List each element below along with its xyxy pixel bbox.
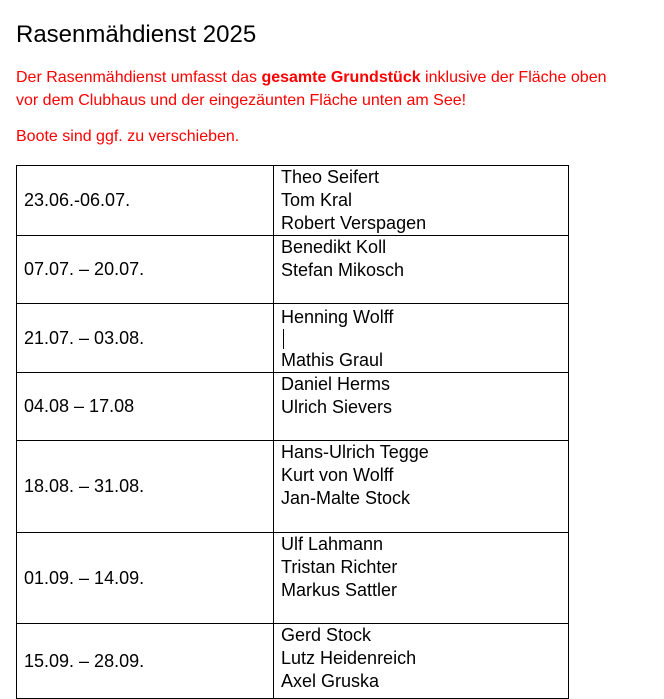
- person-name: Tom Kral: [281, 190, 353, 210]
- names-cell: [274, 166, 569, 236]
- person-name: Axel Gruska: [281, 671, 380, 691]
- period-cell: 18.08. – 31.08.: [17, 441, 274, 533]
- period-cell: 21.07. – 03.08.: [17, 304, 274, 373]
- table-row: [17, 166, 569, 236]
- person-name: Mathis Graul: [281, 350, 384, 370]
- table-row: [17, 236, 569, 304]
- person-name: Stefan Mikosch: [281, 260, 405, 280]
- intro-paragraph: [16, 66, 660, 112]
- person-name: Markus Sattler: [281, 580, 398, 600]
- text-cursor: [283, 329, 284, 349]
- period-cell: 01.09. – 14.09.: [17, 533, 274, 624]
- table-row: [17, 441, 569, 533]
- names-cell: [274, 533, 569, 624]
- person-name: Lutz Heidenreich: [281, 648, 417, 668]
- names-cell: [274, 624, 569, 699]
- schedule-table: [16, 165, 569, 699]
- person-name: Benedikt Koll: [281, 237, 387, 257]
- intro-line-1-rest: inklusive der Fläche oben: [420, 69, 607, 86]
- intro-line-1-text: Der Rasenmähdienst umfasst das: [16, 69, 262, 86]
- person-name: Ulrich Sievers: [281, 397, 393, 417]
- person-name: Ulf Lahmann: [281, 534, 384, 554]
- period-cell: 07.07. – 20.07.: [17, 236, 274, 304]
- person-name: Theo Seifert: [281, 167, 380, 187]
- person-name: Gerd Stock: [281, 625, 372, 645]
- person-name: Tristan Richter: [281, 557, 398, 577]
- period-cell: 23.06.-06.07.: [17, 166, 274, 236]
- person-name: Daniel Herms: [281, 374, 391, 394]
- period-cell: 15.09. – 28.09.: [17, 624, 274, 699]
- table-row: [17, 624, 569, 699]
- period-cell: 04.08 – 17.08: [17, 373, 274, 441]
- document-title: Rasenmähdienst 2025: [16, 21, 257, 48]
- person-name: Kurt von Wolff: [281, 465, 394, 485]
- names-cell: [274, 441, 569, 533]
- names-cell: [274, 236, 569, 304]
- intro-line-2: vor dem Clubhaus und der eingezäunten Fläche unten am See!: [16, 92, 467, 109]
- person-name: Henning Wolff: [281, 307, 394, 327]
- table-row: [17, 373, 569, 441]
- person-name-with-cursor: [281, 306, 568, 349]
- table-row: [17, 533, 569, 624]
- table-row: [17, 304, 569, 373]
- intro-bold-text: gesamte Grundstück: [261, 69, 421, 86]
- person-name: Jan-Malte Stock: [281, 488, 411, 508]
- names-cell: [274, 373, 569, 441]
- boats-note: Boote sind ggf. zu verschieben.: [16, 128, 240, 145]
- person-name: Hans-Ulrich Tegge: [281, 442, 429, 462]
- intro-line-1: [16, 66, 660, 89]
- person-name: Robert Verspagen: [281, 213, 427, 233]
- names-cell: [274, 304, 569, 373]
